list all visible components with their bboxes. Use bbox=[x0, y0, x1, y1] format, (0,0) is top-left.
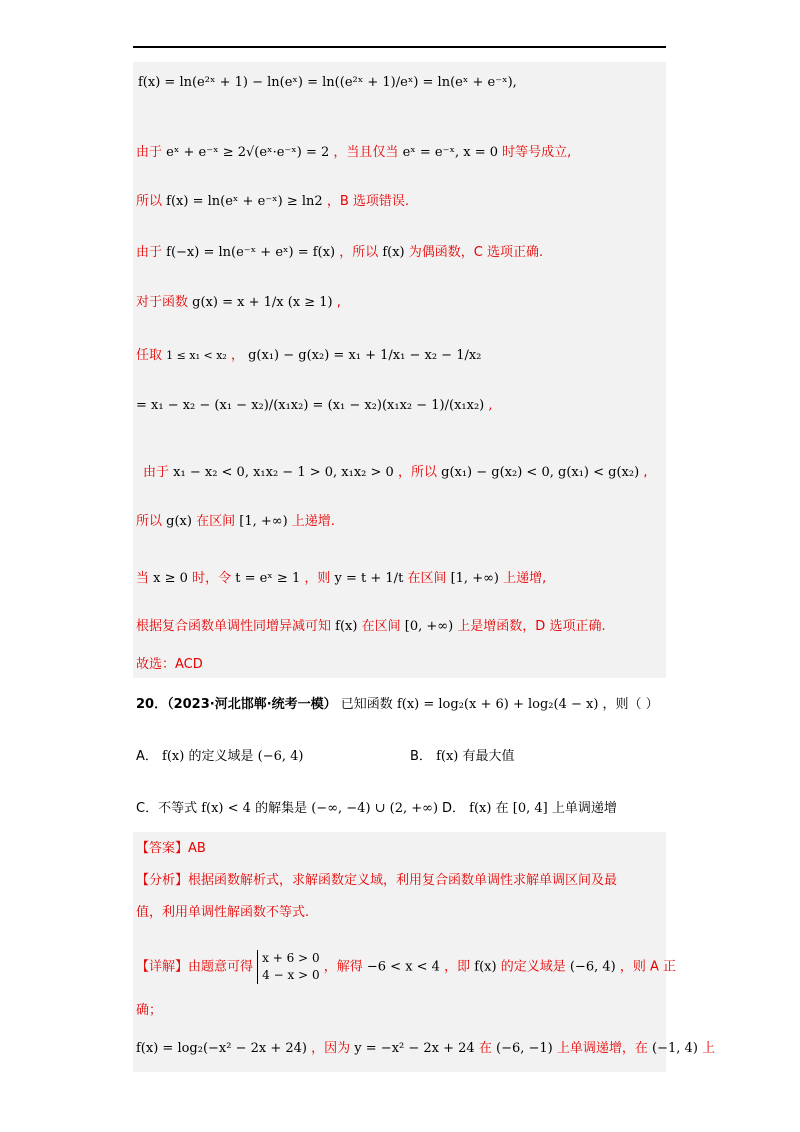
text: 在区间 bbox=[196, 514, 236, 529]
equation-system bbox=[257, 950, 319, 984]
detail-line-3 bbox=[136, 1040, 715, 1058]
text: 上是增函数，D 选项正确. bbox=[457, 619, 606, 634]
text: , bbox=[643, 465, 648, 480]
formula: g(x) = x + 1/x (x ≥ 1) bbox=[192, 295, 333, 310]
analysis-label: 【分析】 bbox=[136, 873, 189, 888]
formula: [0, 4] bbox=[512, 801, 548, 816]
text: 由于 bbox=[136, 145, 163, 160]
answer-value: AB bbox=[188, 841, 206, 856]
text: ， bbox=[230, 348, 244, 363]
text: 上递增. bbox=[291, 514, 335, 529]
text: 上单调递增，在 bbox=[556, 1041, 648, 1056]
formula: f(x) bbox=[162, 749, 185, 764]
header-rule bbox=[133, 46, 666, 48]
text: 为偶函数，C 选项正确. bbox=[408, 245, 544, 260]
detail-label: 【详解】 bbox=[136, 959, 189, 975]
formula: f(x) bbox=[436, 749, 459, 764]
text: ，解得 bbox=[323, 959, 363, 975]
text: 所以 bbox=[136, 514, 163, 529]
formula: g(x₁) − g(x₂) < 0, g(x₁) < g(x₂) bbox=[441, 465, 640, 480]
option-d bbox=[442, 800, 617, 818]
text: 当 bbox=[136, 571, 150, 586]
text: , bbox=[336, 295, 341, 310]
text: ，因为 bbox=[311, 1041, 351, 1056]
formula: x₁ − x₂ < 0, x₁x₂ − 1 > 0, x₁x₂ > 0 bbox=[173, 465, 394, 480]
formula: [0, +∞) bbox=[404, 619, 454, 634]
text: 在区间 bbox=[407, 571, 447, 586]
text: 有最大值 bbox=[462, 749, 515, 764]
formula: eˣ + e⁻ˣ ≥ 2√(eˣ·e⁻ˣ) = 2 bbox=[166, 145, 330, 160]
text: 上递增, bbox=[503, 571, 547, 586]
solution-line-1 bbox=[138, 74, 517, 92]
formula: f(x) bbox=[469, 801, 492, 816]
formula: f(x) = log₂(−x² − 2x + 24) bbox=[136, 1041, 307, 1056]
formula: (−6, −1) bbox=[496, 1041, 553, 1056]
question-number: 20．（2023·河北邯郸·统考一模） bbox=[136, 697, 337, 712]
text: ，所以 bbox=[397, 465, 437, 480]
solution-line-11 bbox=[136, 618, 606, 636]
option-c bbox=[136, 800, 438, 818]
formula: y = −x² − 2x + 24 bbox=[354, 1041, 475, 1056]
option-label: C．不等式 bbox=[136, 801, 198, 816]
text: ，则（ ） bbox=[602, 697, 659, 712]
formula: f(x) = log₂(x + 6) + log₂(4 − x) bbox=[396, 697, 599, 712]
text: 已知函数 bbox=[340, 697, 393, 712]
solution-line-2 bbox=[136, 144, 571, 162]
formula: (−6, 4) bbox=[257, 749, 304, 764]
solution-line-12 bbox=[136, 656, 203, 674]
formula: g(x₁) − g(x₂) = x₁ + 1/x₁ − x₂ − 1/x₂ bbox=[248, 348, 482, 363]
text: 时等号成立, bbox=[502, 145, 572, 160]
formula: t = eˣ ≥ 1 bbox=[235, 571, 301, 586]
solution-line-5 bbox=[136, 294, 341, 312]
text: 确； bbox=[136, 1003, 163, 1018]
formula: f(x) bbox=[335, 619, 358, 634]
formula: (−∞, −4) ∪ (2, +∞) bbox=[311, 801, 439, 816]
option-b bbox=[410, 748, 515, 766]
formula: = x₁ − x₂ − (x₁ − x₂)/(x₁x₂) = (x₁ − x₂)(x₁x₂ − 1)/(x₁x₂) bbox=[136, 398, 485, 413]
text: 由于 bbox=[143, 465, 170, 480]
formula: f(x) bbox=[382, 245, 405, 260]
formula: f(x) bbox=[474, 959, 497, 975]
answer-line bbox=[136, 840, 206, 858]
text: 上单调递增 bbox=[551, 801, 617, 816]
formula: f(x) = ln(e²ˣ + 1) − ln(eˣ) = ln((e²ˣ + 1)/eˣ) = ln(eˣ + e⁻ˣ), bbox=[138, 75, 517, 90]
option-label: D． bbox=[442, 801, 466, 816]
analysis-line-2 bbox=[136, 904, 309, 922]
text: 在 bbox=[478, 1041, 492, 1056]
formula: g(x) bbox=[166, 514, 192, 529]
text: ，则 bbox=[304, 571, 331, 586]
formula: 1 ≤ x₁ < x₂ bbox=[166, 349, 227, 362]
solution-line-4 bbox=[136, 244, 543, 262]
text: 对于函数 bbox=[136, 295, 189, 310]
text: ，则 A 正 bbox=[619, 959, 677, 975]
text: ，即 bbox=[444, 959, 471, 975]
formula: f(x) < 4 bbox=[201, 801, 251, 816]
formula: −6 < x < 4 bbox=[366, 959, 440, 975]
formula: [1, +∞) bbox=[239, 514, 288, 529]
text: 根据复合函数单调性同增异减可知 bbox=[136, 619, 332, 634]
solution-line-10 bbox=[136, 570, 546, 588]
detail-line-1 bbox=[136, 950, 676, 984]
text: 任取 bbox=[136, 348, 163, 363]
text: 所以 bbox=[136, 194, 163, 209]
system-row-2: 4 − x > 0 bbox=[262, 968, 320, 982]
text: 值，利用单调性解函数不等式. bbox=[136, 905, 310, 920]
formula: [1, +∞) bbox=[450, 571, 499, 586]
text: , bbox=[488, 398, 493, 413]
option-a bbox=[136, 748, 303, 766]
system-row-1: x + 6 > 0 bbox=[262, 951, 320, 965]
formula: eˣ = e⁻ˣ, x = 0 bbox=[402, 145, 499, 160]
formula: f(x) = ln(eˣ + e⁻ˣ) ≥ ln2 bbox=[166, 194, 323, 209]
text: 故选：ACD bbox=[136, 657, 203, 672]
solution-line-8 bbox=[143, 464, 647, 482]
formula: y = t + 1/t bbox=[334, 571, 404, 586]
solution-line-9 bbox=[136, 513, 335, 531]
formula: f(−x) = ln(e⁻ˣ + eˣ) = f(x) bbox=[166, 245, 336, 260]
solution-line-3 bbox=[136, 193, 409, 211]
text: 时，令 bbox=[192, 571, 232, 586]
option-label: A． bbox=[136, 749, 158, 764]
text: ，所以 bbox=[339, 245, 379, 260]
text: 由于 bbox=[136, 245, 163, 260]
formula: (−6, 4) bbox=[569, 959, 616, 975]
text: ，B 选项错误. bbox=[326, 194, 409, 209]
text: 在 bbox=[495, 801, 509, 816]
solution-line-7 bbox=[136, 397, 493, 415]
text: 的解集是 bbox=[255, 801, 308, 816]
text: 在区间 bbox=[361, 619, 401, 634]
detail-line-2 bbox=[136, 1002, 162, 1020]
formula: (−1, 4) bbox=[652, 1041, 698, 1056]
option-label: B． bbox=[410, 749, 432, 764]
formula: x ≥ 0 bbox=[153, 571, 188, 586]
question-stem bbox=[136, 696, 659, 714]
text: 的定义域是 bbox=[188, 749, 254, 764]
solution-line-6 bbox=[136, 347, 481, 365]
text: 根据函数解析式，求解函数定义域，利用复合函数单调性求解单调区间及最 bbox=[188, 873, 618, 888]
answer-label: 【答案】 bbox=[136, 841, 189, 856]
analysis-line-1 bbox=[136, 872, 617, 890]
text: ，当且仅当 bbox=[333, 145, 399, 160]
text: 上 bbox=[702, 1041, 716, 1056]
text: 的定义域是 bbox=[500, 959, 566, 975]
text: 由题意可得 bbox=[188, 959, 254, 975]
